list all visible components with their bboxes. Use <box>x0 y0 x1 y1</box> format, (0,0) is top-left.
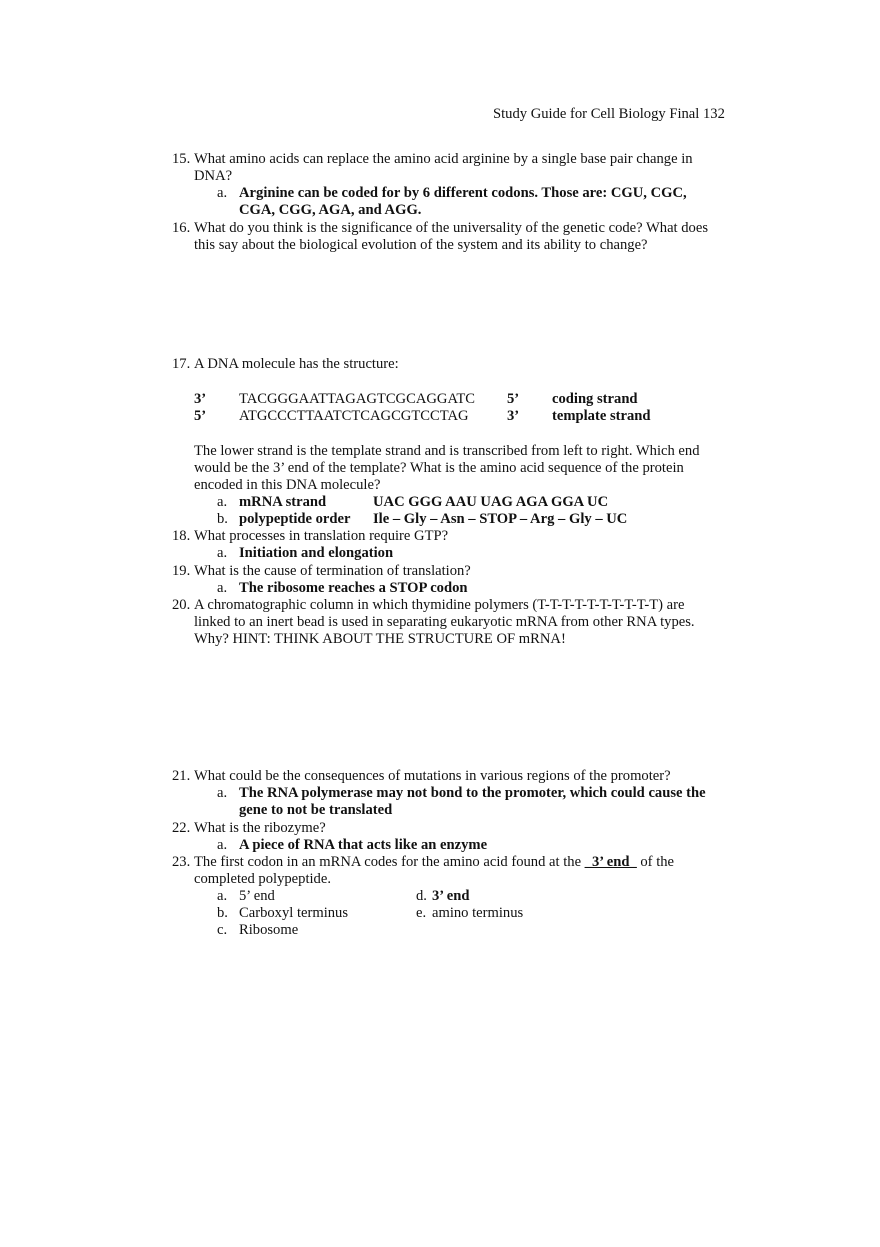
question-number: 17. <box>172 356 191 372</box>
answer-text: The RNA polymerase may not bond to the promoter, which could cause the <box>239 785 706 801</box>
strand-label: template strand <box>552 408 651 424</box>
answer-text: A piece of RNA that acts like an enzyme <box>239 837 488 853</box>
option-text: amino terminus <box>432 905 524 921</box>
option-text: 5’ end <box>239 888 275 904</box>
answer-label: b. <box>217 511 228 527</box>
answer-text: Arginine can be coded for by 6 different codons. Those are: CGU, CGC, <box>239 185 687 201</box>
question-text: completed polypeptide. <box>194 871 331 887</box>
question-number: 18. <box>172 528 191 544</box>
question-text: What do you think is the significance of the universality of the genetic code? What does <box>194 220 709 236</box>
question-text: would be the 3’ end of the template? What is the amino acid sequence of the protein <box>194 460 684 476</box>
question-text: What is the cause of termination of translation? <box>194 563 471 579</box>
question-text: linked to an inert bead is used in separating eukaryotic mRNA from other RNA types. <box>194 614 695 630</box>
strand-left-end: 5’ <box>194 408 207 424</box>
option-label: e. <box>416 905 427 921</box>
answer-term: mRNA strand <box>239 494 327 510</box>
answer-label: a. <box>217 580 228 596</box>
option-label: c. <box>217 922 228 938</box>
question-number: 23. <box>172 854 191 870</box>
page-header: Study Guide for Cell Biology Final 132 <box>493 106 725 122</box>
question-text: What is the ribozyme? <box>194 820 326 836</box>
option-label: d. <box>416 888 427 904</box>
answer-text: gene to not be translated <box>239 802 393 818</box>
answer-label: a. <box>217 785 228 801</box>
question-text: The lower strand is the template strand and is transcribed from left to right. Which end <box>194 443 700 459</box>
strand-right-end: 3’ <box>507 408 520 424</box>
strand-label: coding strand <box>552 391 638 407</box>
option-text: 3’ end <box>432 888 470 904</box>
answer-text: The ribosome reaches a STOP codon <box>239 580 468 596</box>
question-text: A chromatographic column in which thymidine polymers (T-T-T-T-T-T-T-T-T-T) are <box>194 597 685 613</box>
answer-text: CGA, CGG, AGA, and AGG. <box>239 202 422 218</box>
question-number: 19. <box>172 563 191 579</box>
strand-right-end: 5’ <box>507 391 520 407</box>
answer-value: Ile – Gly – Asn – STOP – Arg – Gly – UC <box>373 511 628 527</box>
option-label: a. <box>217 888 228 904</box>
question-text-post: of the <box>636 854 675 870</box>
option-text: Ribosome <box>239 922 299 938</box>
question-text: What processes in translation require GTP? <box>194 528 449 544</box>
option-label: b. <box>217 905 228 921</box>
question-text: this say about the biological evolution of the system and its ability to change? <box>194 237 648 253</box>
question-text-pre: The first codon in an mRNA codes for the amino acid found at the <box>194 854 585 870</box>
answer-label: a. <box>217 545 228 561</box>
strand-left-end: 3’ <box>194 391 207 407</box>
question-text: encoded in this DNA molecule? <box>194 477 381 493</box>
answer-value: UAC GGG AAU UAG AGA GGA UC <box>373 494 609 510</box>
question-number: 16. <box>172 220 191 236</box>
question-number: 21. <box>172 768 191 784</box>
question-text: What amino acids can replace the amino acid arginine by a single base pair change in <box>194 151 693 167</box>
answer-label: a. <box>217 494 228 510</box>
fill-in-answer: _3’ end_ <box>584 854 637 870</box>
question-text: What could be the consequences of mutations in various regions of the promoter? <box>194 768 671 784</box>
question-text: A DNA molecule has the structure: <box>194 356 399 372</box>
question-text: DNA? <box>194 168 233 184</box>
strand-sequence: ATGCCCTTAATCTCAGCGTCCTAG <box>239 408 469 424</box>
answer-text: Initiation and elongation <box>239 545 394 561</box>
question-number: 15. <box>172 151 191 167</box>
answer-term: polypeptide order <box>239 511 351 527</box>
option-text: Carboxyl terminus <box>239 905 349 921</box>
answer-label: a. <box>217 185 228 201</box>
answer-label: a. <box>217 837 228 853</box>
question-text: Why? HINT: THINK ABOUT THE STRUCTURE OF mRNA! <box>194 631 566 647</box>
question-number: 22. <box>172 820 191 836</box>
strand-sequence: TACGGGAATTAGAGTCGCAGGATC <box>239 391 476 407</box>
question-number: 20. <box>172 597 191 613</box>
question-text <box>194 854 674 871</box>
